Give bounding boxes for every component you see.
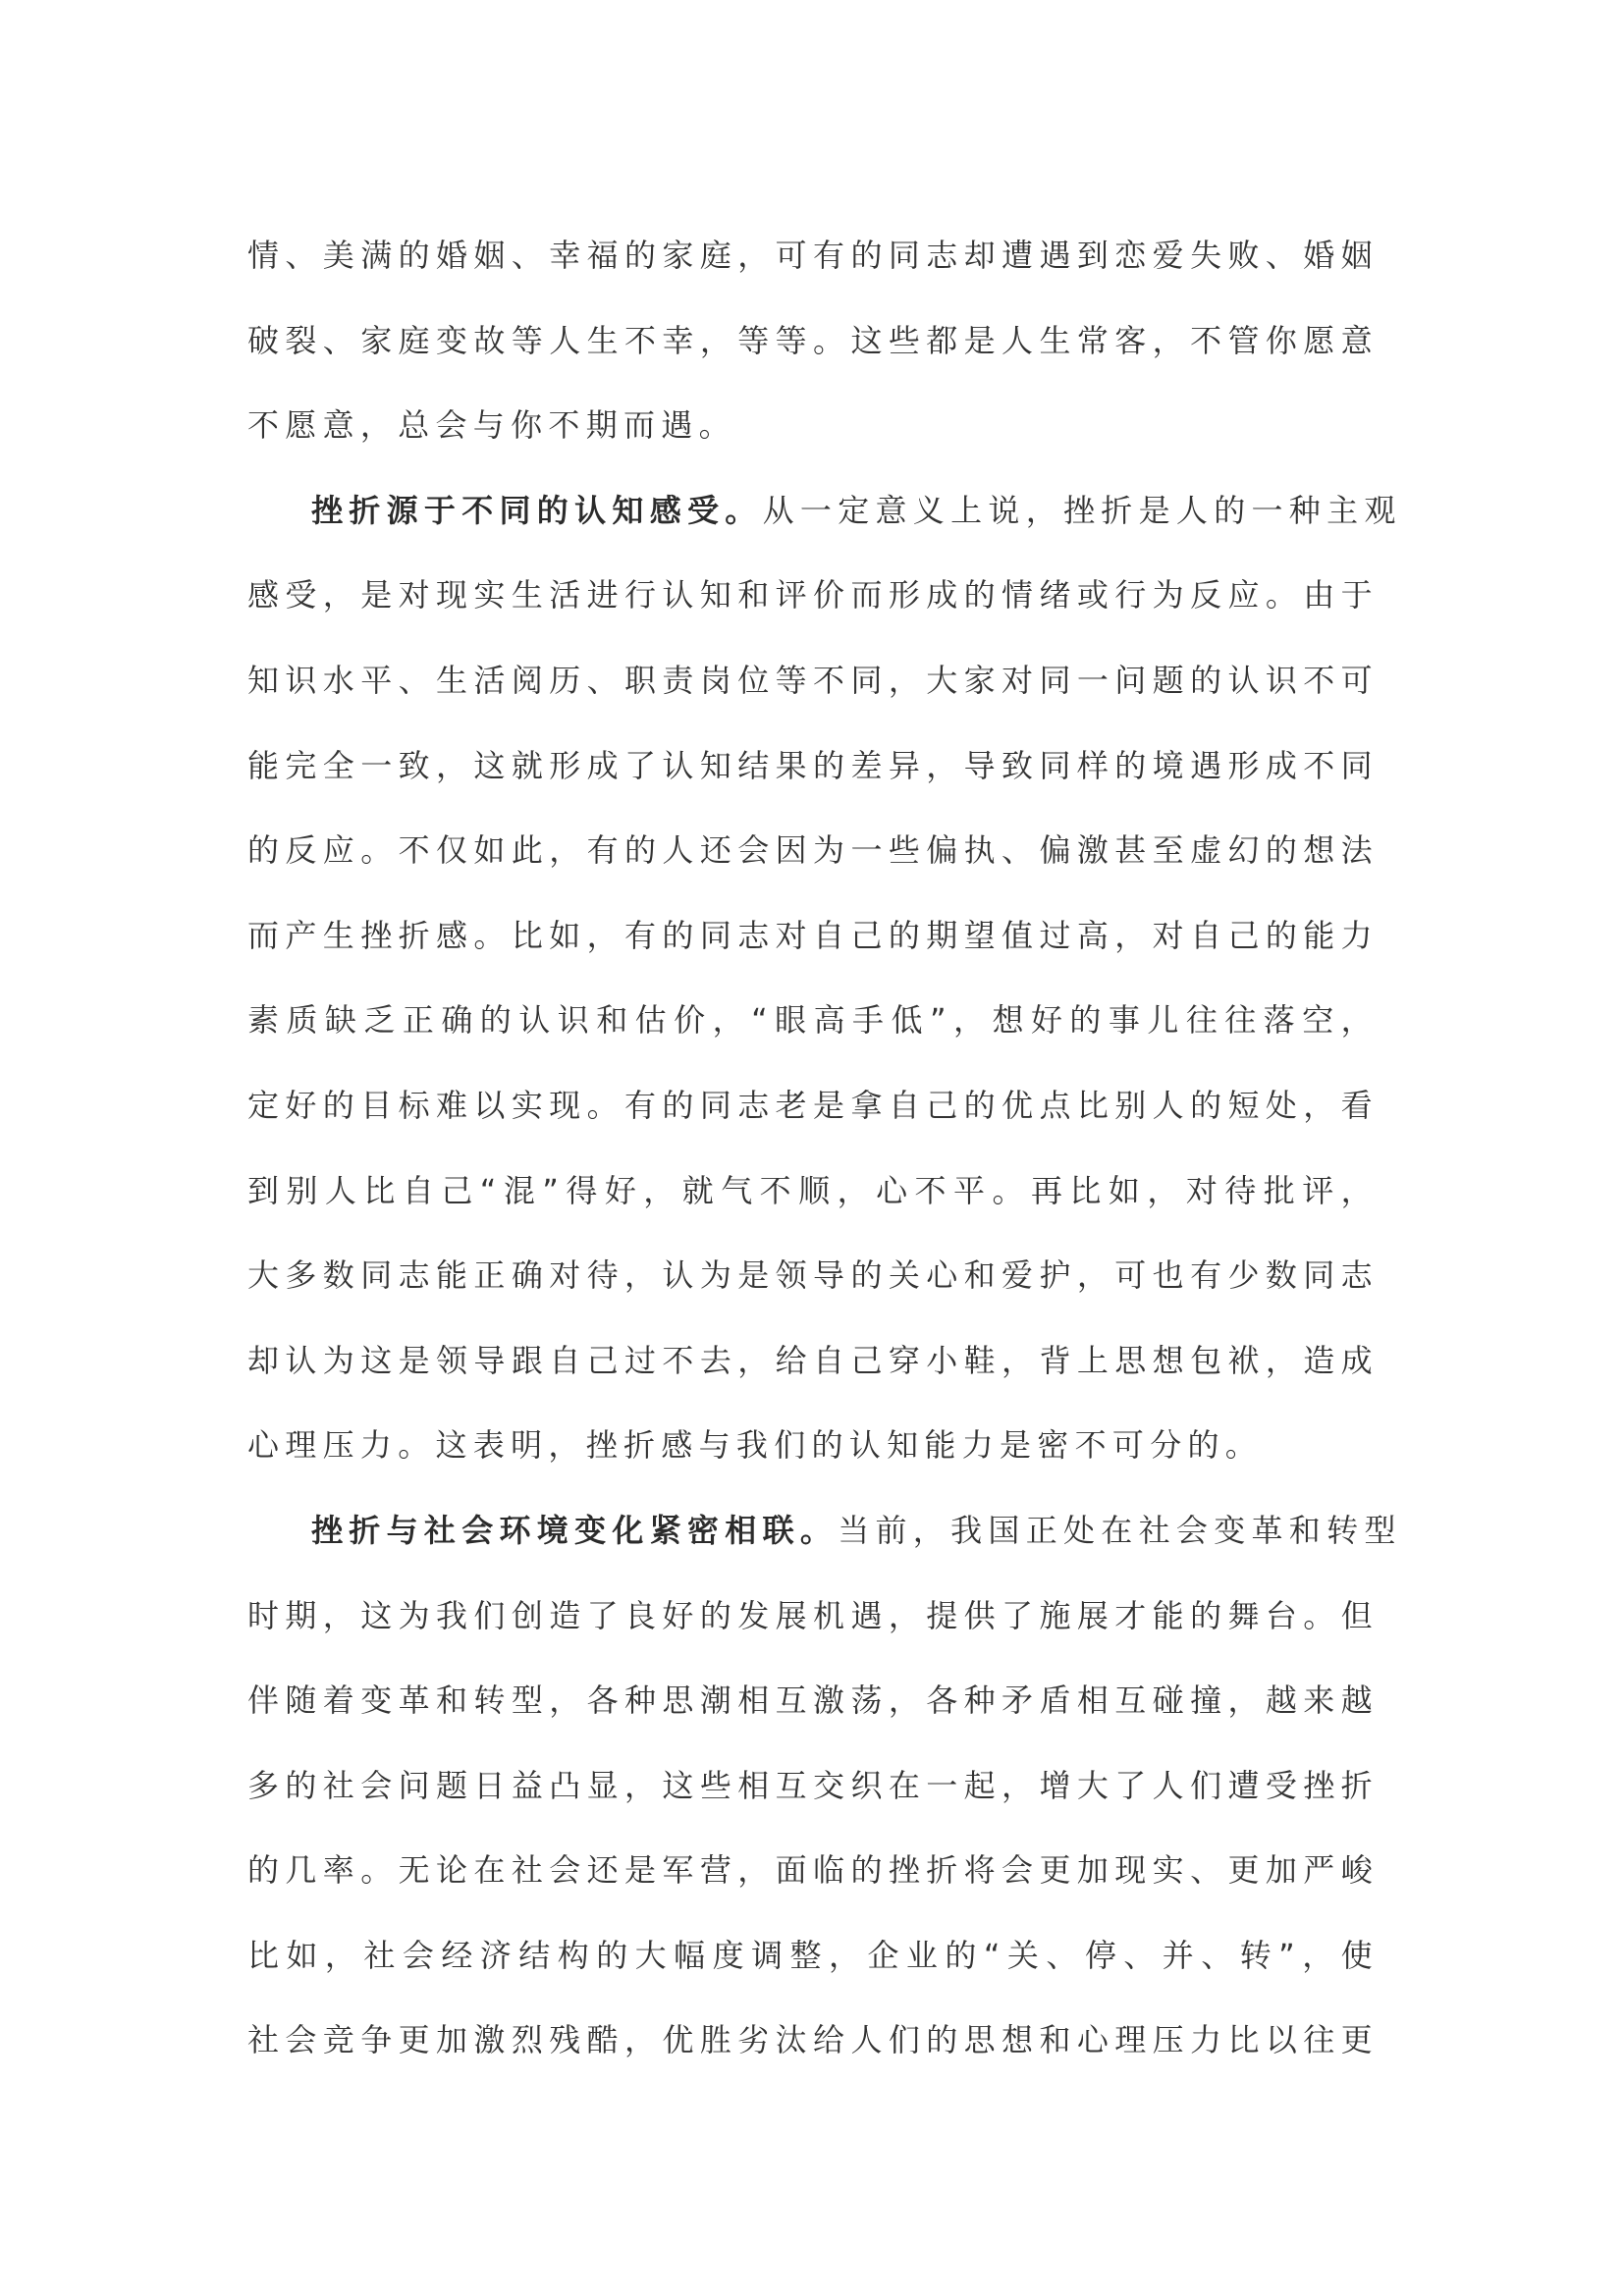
text-line: 多的社会问题日益凸显，这些相互交织在一起，增大了人们遭受挫折 [247,1766,1379,1804]
text-line: 大多数同志能正确对待，认为是领导的关心和爱护，可也有少数同志 [247,1256,1379,1295]
text-line: 定好的目标难以实现。有的同志老是拿自己的优点比别人的短处，看 [247,1086,1379,1124]
paragraph-lead-heading: 挫折源于不同的认知感受。 [311,491,763,529]
text-line: 社会竞争更加激烈残酷，优胜劣汰给人们的思想和心理压力比以往更 [247,2021,1379,2059]
text-line: 的几率。无论在社会还是军营，面临的挫折将会更加现实、更加严峻 [247,1851,1379,1890]
text-line: 到别人比自己“混”得好，就气不顺，心不平。再比如，对待批评， [247,1171,1379,1209]
text-line: 素质缺乏正确的认识和估价，“眼高手低”，想好的事儿往往落空， [247,1001,1379,1040]
text-line: 破裂、家庭变故等人生不幸，等等。这些都是人生常客，不管你愿意 [247,321,1379,359]
text-line: 时期，这为我们创造了良好的发展机遇，提供了施展才能的舞台。但 [247,1596,1379,1634]
body-text [247,236,1402,2106]
text-line: 的反应。不仅如此，有的人还会因为一些偏执、偏激甚至虚幻的想法 [247,831,1379,870]
text-line: 比如，社会经济结构的大幅度调整，企业的“关、停、并、转”，使 [247,1936,1379,1974]
text-line: 情、美满的婚姻、幸福的家庭，可有的同志却遭遇到恋爱失败、婚姻 [247,237,1379,274]
text-run: 从一定意义上说，挫折是人的一种主观 [762,491,1402,529]
text-run: 当前，我国正处在社会变革和转型 [838,1511,1402,1549]
paragraph-continuation [247,236,1379,491]
text-line: 而产生挫折感。比如，有的同志对自己的期望值过高，对自己的能力 [247,916,1379,954]
paragraph-cognition [247,491,1402,1511]
text-line: 不愿意，总会与你不期而遇。 [247,406,736,445]
text-line: 能完全一致，这就形成了认知结果的差异，导致同样的境遇形成不同 [247,746,1379,784]
text-line [247,491,1402,576]
text-line [247,1511,1402,1596]
text-line: 伴随着变革和转型，各种思潮相互激荡，各种矛盾相互碰撞，越来越 [247,1682,1379,1720]
text-line: 感受，是对现实生活进行认知和评价而形成的情绪或行为反应。由于 [247,576,1379,614]
paragraph-social-environment [247,1511,1402,2106]
paragraph-lead-heading: 挫折与社会环境变化紧密相联。 [311,1511,839,1549]
text-line: 知识水平、生活阅历、职责岗位等不同，大家对同一问题的认识不可 [247,661,1379,699]
text-line: 却认为这是领导跟自己过不去，给自己穿小鞋，背上思想包袱，造成 [247,1341,1379,1379]
text-line: 心理压力。这表明，挫折感与我们的认知能力是密不可分的。 [247,1426,1264,1465]
